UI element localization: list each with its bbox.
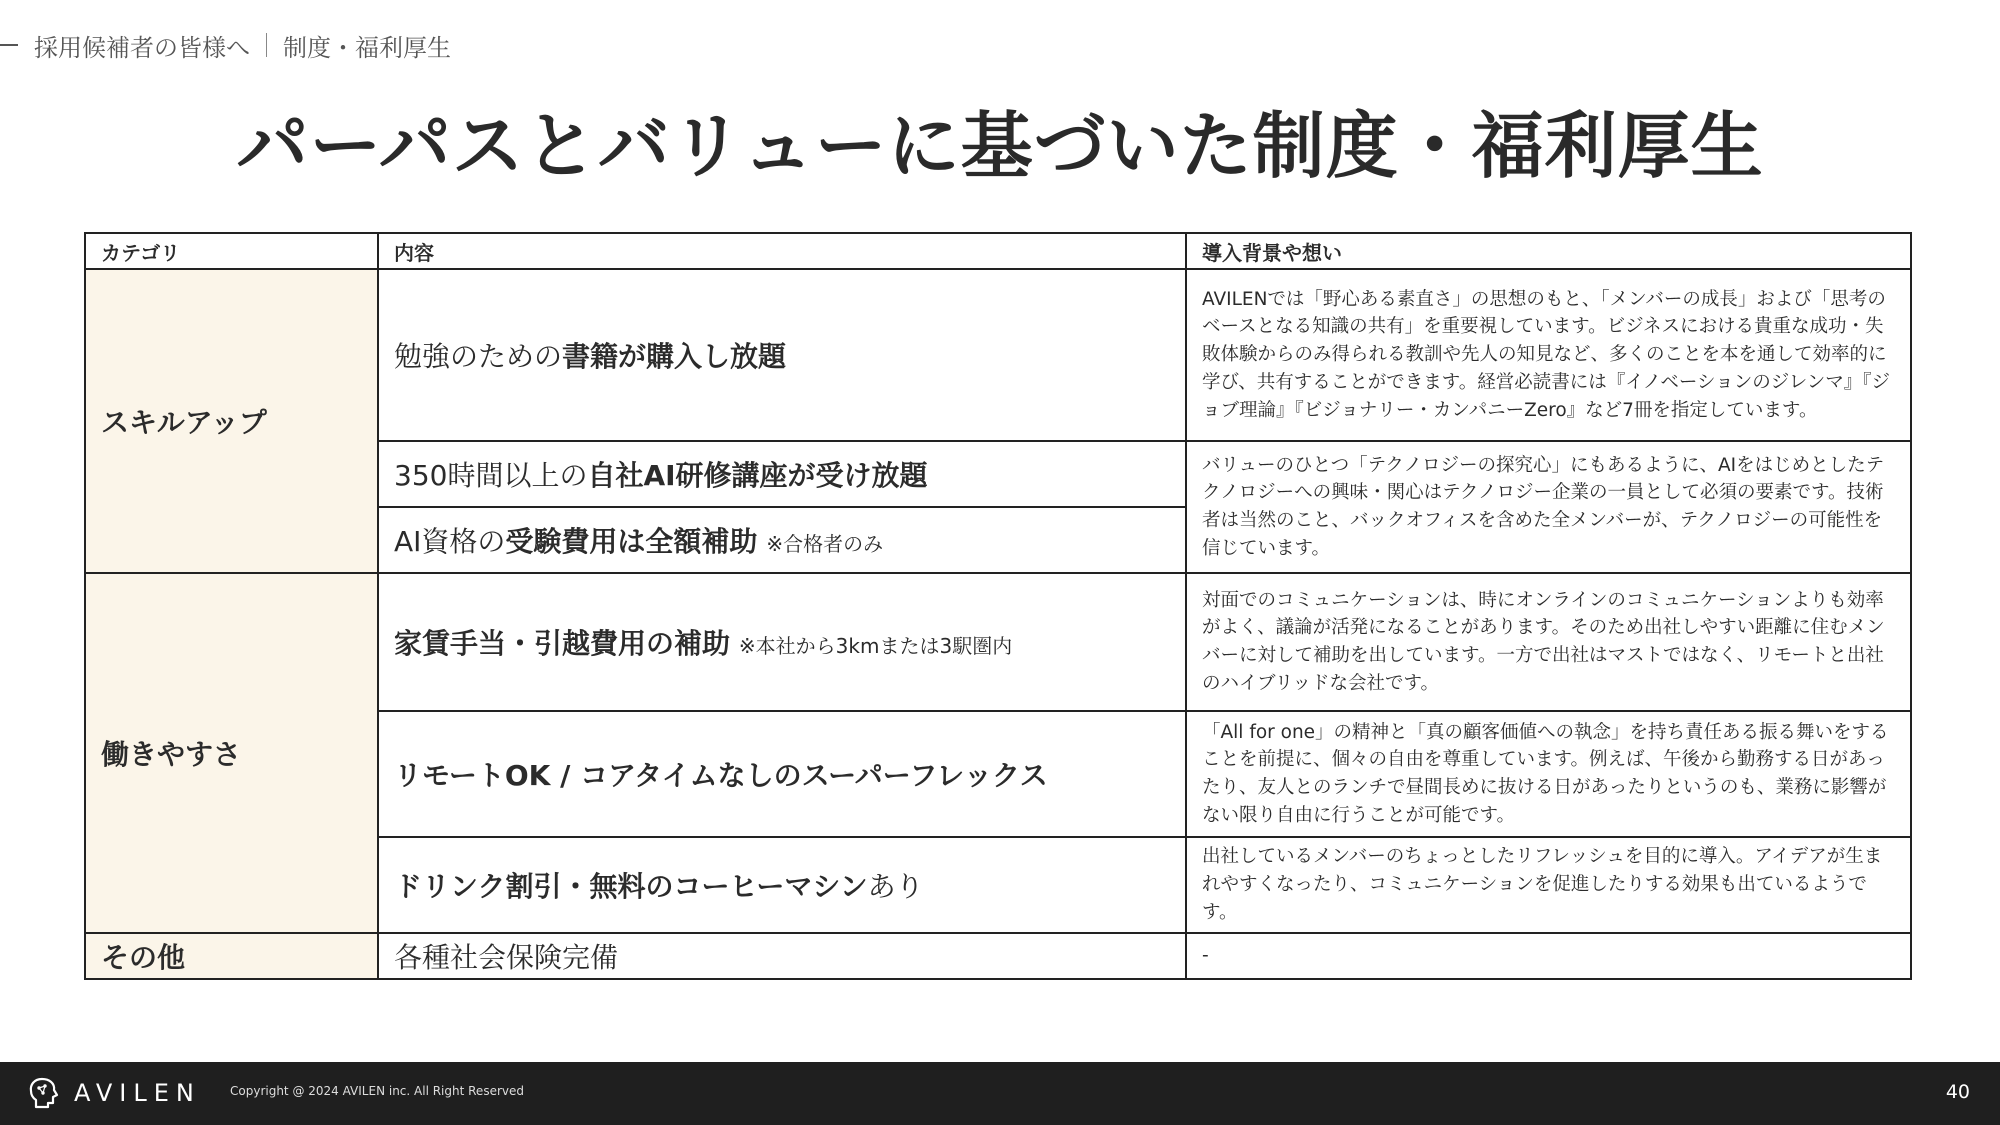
- background-cell: -: [1186, 933, 1911, 979]
- content-cell: [378, 837, 1186, 933]
- content-bold: 受験費用は全額補助: [505, 525, 758, 558]
- background-cell: バリューのひとつ「テクノロジーの探究心」にもあるように、AIをはじめとしたテクノロジーへの興味・関心はテクノロジー企業の一員として必須の要素です。技術者は当然のこと、バックオフィスを含めた全メンバーが、テクノロジーの可能性を信じています。: [1186, 441, 1911, 573]
- table-header-row: [85, 233, 1911, 269]
- company-logo: [28, 1076, 201, 1110]
- background-cell: 「All for one」の精神と「真の顧客価値への執念」を持ち責任ある振る舞いをすることを前提に、個々の自由を尊重しています。例えば、午後から勤務する日があったり、友人とのランチで昼間長めに抜ける日があったりというのも、業務に影響がない限り自由に行うことが可能です。: [1186, 711, 1911, 837]
- brain-head-icon: [28, 1076, 64, 1110]
- content-cell: [378, 711, 1186, 837]
- benefits-table: [84, 232, 1912, 980]
- content-bold: 家賃手当・引越費用の補助: [394, 627, 731, 660]
- content-cell: [378, 507, 1186, 573]
- breadcrumb-section: 採用候補者の皆様へ: [34, 33, 250, 62]
- header-content: 内容: [378, 233, 1186, 269]
- table-row: [85, 269, 1911, 441]
- page-number: 40: [1945, 1081, 1970, 1103]
- content-bold: リモートOK / コアタイムなしのスーパーフレックス: [394, 759, 1048, 792]
- content-note: ※合格者のみ: [766, 532, 884, 556]
- table-row: [85, 933, 1911, 979]
- category-workability: 働きやすさ: [85, 573, 378, 933]
- content-normal: 勉強のための: [394, 340, 563, 373]
- content-note: ※本社から3kmまたは3駅圏内: [738, 634, 1013, 658]
- background-cell: AVILENでは「野心ある素直さ」の思想のもと、「メンバーの成長」および「思考のベースとなる知識の共有」を重要視しています。ビジネスにおける貴重な成功・失敗体験からのみ得られる教訓や先人の知見など、多くのことを本を通して効率的に学び、共有することができます。経営必読書には『イノベーションのジレンマ』『ジョブ理論』『ビジョナリー・カンパニーZero』など7冊を指定しています。: [1186, 269, 1911, 441]
- footer: [0, 1062, 2000, 1125]
- content-bold: 自社AI研修講座が受け放題: [587, 459, 928, 492]
- page-title: パーパスとバリューに基づいた制度・福利厚生: [236, 104, 1764, 188]
- content-cell: [378, 441, 1186, 507]
- content-bold: 書籍が購入し放題: [562, 340, 787, 373]
- content-normal: あり: [867, 870, 924, 903]
- header-category: カテゴリ: [85, 233, 378, 269]
- content-normal: AI資格の: [394, 525, 506, 558]
- breadcrumb-separator: [266, 33, 267, 57]
- table-row: [85, 573, 1911, 711]
- content-cell: [378, 269, 1186, 441]
- category-other: その他: [85, 933, 378, 979]
- breadcrumb-dash: [0, 44, 18, 46]
- content-cell: 各種社会保険完備: [378, 933, 1186, 979]
- logo-text: AVILEN: [74, 1079, 201, 1107]
- background-cell: 出社しているメンバーのちょっとしたリフレッシュを目的に導入。アイデアが生まれやすくなったり、コミュニケーションを促進したりする効果も出ているようです。: [1186, 837, 1911, 933]
- breadcrumb-page: 制度・福利厚生: [283, 33, 451, 62]
- breadcrumb: [0, 28, 451, 62]
- content-bold: ドリンク割引・無料のコーヒーマシン: [394, 870, 868, 903]
- content-cell: [378, 573, 1186, 711]
- background-cell: 対面でのコミュニケーションは、時にオンラインのコミュニケーションよりも効率がよく、議論が活発になることがあります。そのため出社しやすい距離に住むメンバーに対して補助を出しています。一方で出社はマストではなく、リモートと出社のハイブリッドな会社です。: [1186, 573, 1911, 711]
- content-normal: 350時間以上の: [394, 459, 588, 492]
- copyright: Copyright @ 2024 AVILEN inc. All Right Reserved: [230, 1084, 524, 1098]
- header-background: 導入背景や想い: [1186, 233, 1911, 269]
- category-skillup: スキルアップ: [85, 269, 378, 573]
